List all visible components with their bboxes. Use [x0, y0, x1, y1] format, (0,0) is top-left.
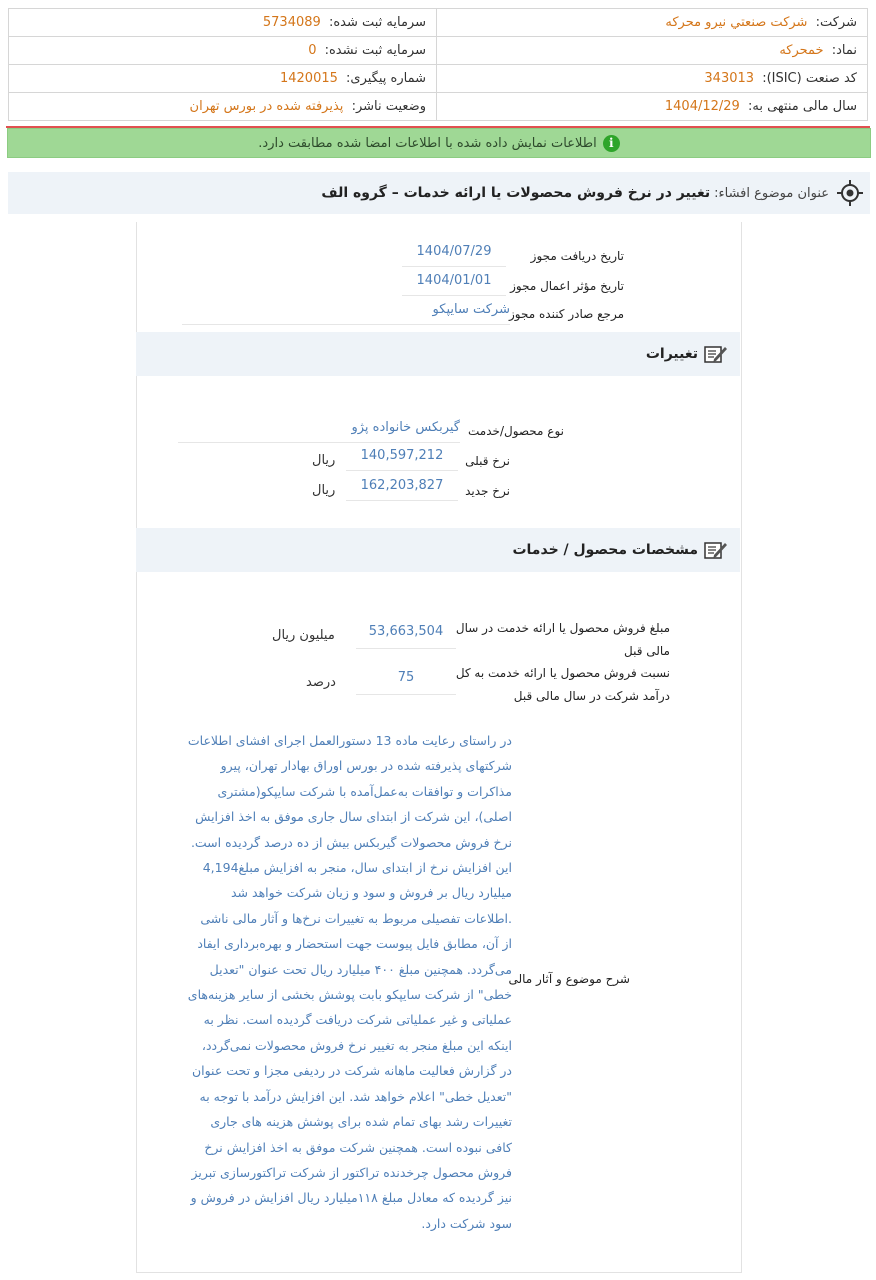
sales-unit: میلیون ریال [272, 628, 335, 643]
description-text: در راستای رعایت ماده 13 دستورالعمل اجرای افشای اطلاعات شرکتهای پذیرفته شده در بورس اوراق بهادار تهران، پیرو مذاکرات و توافقات به‌عمل‌آمده با شرکت سایپکو(مشتری اصلی)، این شرکت از ابتدای سال جاری موفق به اخذ افزایش نرخ فروش محصولات گیربکس بیش از ده درصد گردیده است. این افزایش نرخ از ابتدای سال، منجر به افزایش مبلغ4,194 میلیارد ریال بر فروش و سود و زیان شرکت خواهد شد .اطلاعات تفصیلی مربوط به تغییرات نرخ‌ها و آثار مالی ناشی از آن، مطابق فایل پیوست جهت استحضار و بهره‌برداری ایفاد می‌گردد. همچنین مبلغ ۴۰۰ میلیارد ریال تحت عنوان "تعدیل خطی" از شرکت سایپکو بابت پوشش بخشی از سایر هزینه‌های عملیاتی و غیر عملیاتی شرکت دریافت گردیده است. نظر به اینکه این مبلغ منجر به تغییر نرخ فروش محصولات نمی‌گردد، در گزارش فعالیت ماهانه شرکت در ردیفی مجزا و تحت عنوان "تعدیل خطی" اعلام خواهد شد. این افزایش درآمد با توجه به تغییرات رشد بهای تمام شده برای پوشش هزینه های جاری کافی نبوده است. همچنین شرکت موفق به اخذ افزایش نرخ فروش محصول چرخدنده تراکتور از شرکت تراکتورسازی تبریز نیز گردیده که معادل مبلغ ۱۱۸میلیارد ریال افزایش در فروش و سود شرکت دارد. [187, 733, 512, 1231]
company-link[interactable]: شرکت صنعتي نيرو محرکه [665, 15, 808, 30]
changes-section-title: تغییرات [645, 346, 698, 362]
old-rate-unit: ریال [312, 453, 336, 468]
fiscal-year-value: 1404/12/29 [664, 99, 740, 114]
issuer-label: مرجع صادر کننده مجوز [509, 307, 624, 321]
product-type-label: نوع محصول/خدمت [468, 424, 564, 438]
tracking-label: شماره پیگیری: [346, 71, 426, 86]
verification-alert [7, 128, 871, 158]
target-icon [837, 180, 863, 206]
new-rate-label: نرخ جدید [465, 484, 510, 498]
publisher-status-cell [9, 93, 437, 121]
specs-section-header [136, 528, 740, 572]
tracking-cell [9, 65, 437, 93]
alert-text: اطلاعات نمایش داده شده با اطلاعات امضا شده مطابقت دارد. [258, 135, 597, 151]
company-label: شرکت: [815, 15, 857, 30]
registered-capital-label: سرمایه ثبت شده: [328, 15, 426, 30]
unregistered-capital-cell [9, 37, 437, 65]
company-cell [437, 9, 868, 37]
subject-title: تغییر در نرخ فروش محصولات یا ارائه خدمات – گروه الف [321, 185, 711, 201]
changes-section-header [136, 332, 740, 376]
issuer-value: شرکت سایپکو [182, 302, 510, 325]
isic-label: کد صنعت (ISIC): [762, 71, 857, 86]
receive-date-value: 1404/07/29 [402, 244, 506, 267]
symbol-label: نماد: [831, 43, 857, 58]
new-rate-value: 162,203,827 [346, 478, 458, 501]
new-rate-unit: ریال [312, 483, 336, 498]
publisher-status-value: پذیرفته شده در بورس تهران [189, 99, 344, 114]
product-type-value: گیربکس خانواده پژو [178, 420, 460, 443]
old-rate-label: نرخ قبلی [465, 454, 510, 468]
subject-label: عنوان موضوع افشاء: [714, 185, 829, 201]
registered-capital-cell [9, 9, 437, 37]
publisher-status-label: وضعیت ناشر: [351, 99, 426, 114]
symbol-link[interactable]: خمحرکه [779, 43, 824, 58]
edit-note-icon [704, 540, 728, 560]
fiscal-year-label: سال مالی منتهی به: [747, 99, 857, 114]
unregistered-capital-label: سرمایه ثبت نشده: [324, 43, 426, 58]
sales-label: مبلغ فروش محصول یا ارائه خدمت در سال مالی قبل [455, 621, 670, 658]
sales-value: 53,663,504 [356, 624, 456, 649]
subject-bar [8, 172, 870, 214]
effective-date-value: 1404/01/01 [402, 273, 506, 296]
effective-date-label: تاریخ مؤثر اعمال مجوز [510, 279, 624, 293]
company-info-table [8, 8, 868, 121]
info-icon: i [603, 135, 620, 152]
ratio-label: نسبت فروش محصول یا ارائه خدمت به کل درآمد شرکت در سال مالی قبل [455, 666, 670, 703]
description-label: شرح موضوع و آثار مالی [508, 972, 630, 986]
old-rate-value: 140,597,212 [346, 448, 458, 471]
ratio-value: 75 [356, 670, 456, 695]
ratio-unit: درصد [306, 675, 336, 690]
isic-cell [437, 65, 868, 93]
unregistered-capital-value: 0 [308, 43, 317, 58]
symbol-cell [437, 37, 868, 65]
fiscal-year-cell [437, 93, 868, 121]
specs-section-title: مشخصات محصول / خدمات [512, 542, 698, 558]
edit-note-icon [704, 344, 728, 364]
registered-capital-value: 5734089 [262, 15, 321, 30]
receive-date-label: تاریخ دریافت مجوز [530, 249, 624, 263]
isic-value: 343013 [704, 71, 755, 86]
tracking-value: 1420015 [279, 71, 338, 86]
